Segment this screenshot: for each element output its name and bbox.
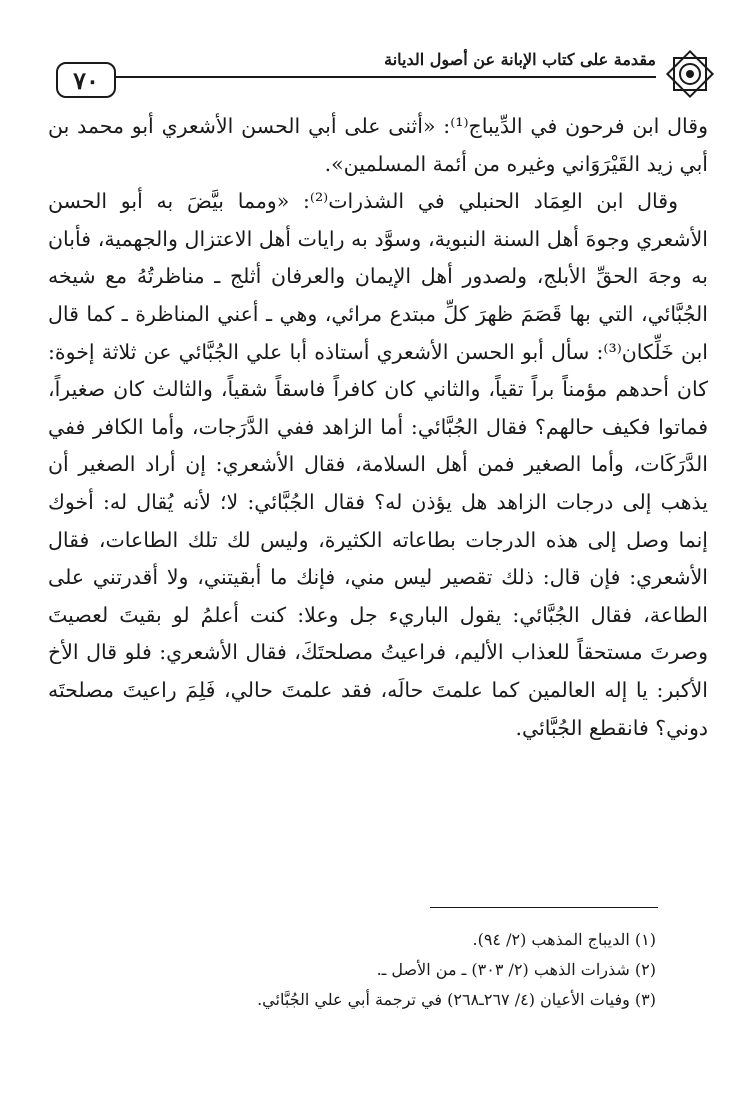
page-number: ٧٠ xyxy=(73,65,99,95)
footnote-1: (١) الديباج المذهب (٢/ ٩٤). xyxy=(472,930,656,949)
page-header xyxy=(40,44,716,96)
running-title: مقدمة على كتاب الإبانة عن أصول الديانة xyxy=(384,50,656,69)
octagram-ornament-icon xyxy=(664,48,716,100)
footnote-separator xyxy=(430,907,658,908)
main-text xyxy=(48,108,708,747)
page-number-box xyxy=(56,62,116,98)
footnote-2: (٢) شذرات الذهب (٢/ ٣٠٣) ـ من الأصل ـ. xyxy=(376,960,656,979)
footnote-3: (٣) وفيات الأعيان (٤/ ٢٦٧ـ٢٦٨) في ترجمة أبي علي الجُبَّائي. xyxy=(257,990,656,1009)
header-rule xyxy=(114,76,656,78)
paragraph: وقال ابن العِمَاد الحنبلي في الشذرات⁽²⁾: «ومما بيَّضَ به أبو الحسن الأشعري وجوهَ أهل السنة النبوية، وسوَّد به رايات أهل الاعتزال والجهمية، فأبان به وجهَ الحقِّ الأبلج، ولصدور أهل الإيمان والعرفان أثلج ـ مناظرتُهُ مع شيخه الجُبَّائي، التي بها قَصَمَ ظهرَ كلِّ مبتدع مرائي، وهي ـ أعني المناظرة ـ كما قال ابن خَلِّكان⁽³⁾: سأل أبو الحسن الأشعري أستاذه أبا علي الجُبَّائي عن ثلاثة إخوة: كان أحدهم مؤمناً براً تقياً، والثاني كان كافراً فاسقاً شقياً، والثالث كان صغيراً، فماتوا فكيف حالهم؟ فقال الجُبَّائي: أما الزاهد ففي الدَّرَجات، وأما الكافر ففي الدَّرَكَات، وأما الصغير فمن أهل السلامة، فقال الأشعري: إن أراد الصغير أن يذهب إلى درجات الزاهد هل يؤذن له؟ فقال الجُبَّائي: لا؛ لأنه يُقال له: أخوك إنما وصل إلى هذه الدرجات بطاعاته الكثيرة، وليس لك تلك الطاعات، فقال الأشعري: فإن قال: ذلك تقصير ليس مني، فإنك ما أبقيتني، ولا أقدرتني على الطاعة، فقال الجُبَّائي: يقول الباريء جل وعلا: كنت أعلمُ لو بقيتَ لعصيتَ وصرتَ مستحقاً للعذاب الأليم، فراعيتُ مصلحتَكَ، فقال الأشعري: فلو قال الأخ الأكبر: يا إله العالمين كما علمتَ حالَه، فقد علمتَ حالي، فَلِمَ راعيتَ مصلحتَه دوني؟ فانقطع الجُبَّائي. xyxy=(48,189,709,740)
paragraph: وقال ابن فرحون في الدِّيباج⁽¹⁾: «أثنى على أبي الحسن الأشعري أبو محمد بن أبي زيد القَيْرَوَاني وغيره من أئمة المسلمين». xyxy=(48,114,709,176)
footnotes xyxy=(48,925,656,1015)
